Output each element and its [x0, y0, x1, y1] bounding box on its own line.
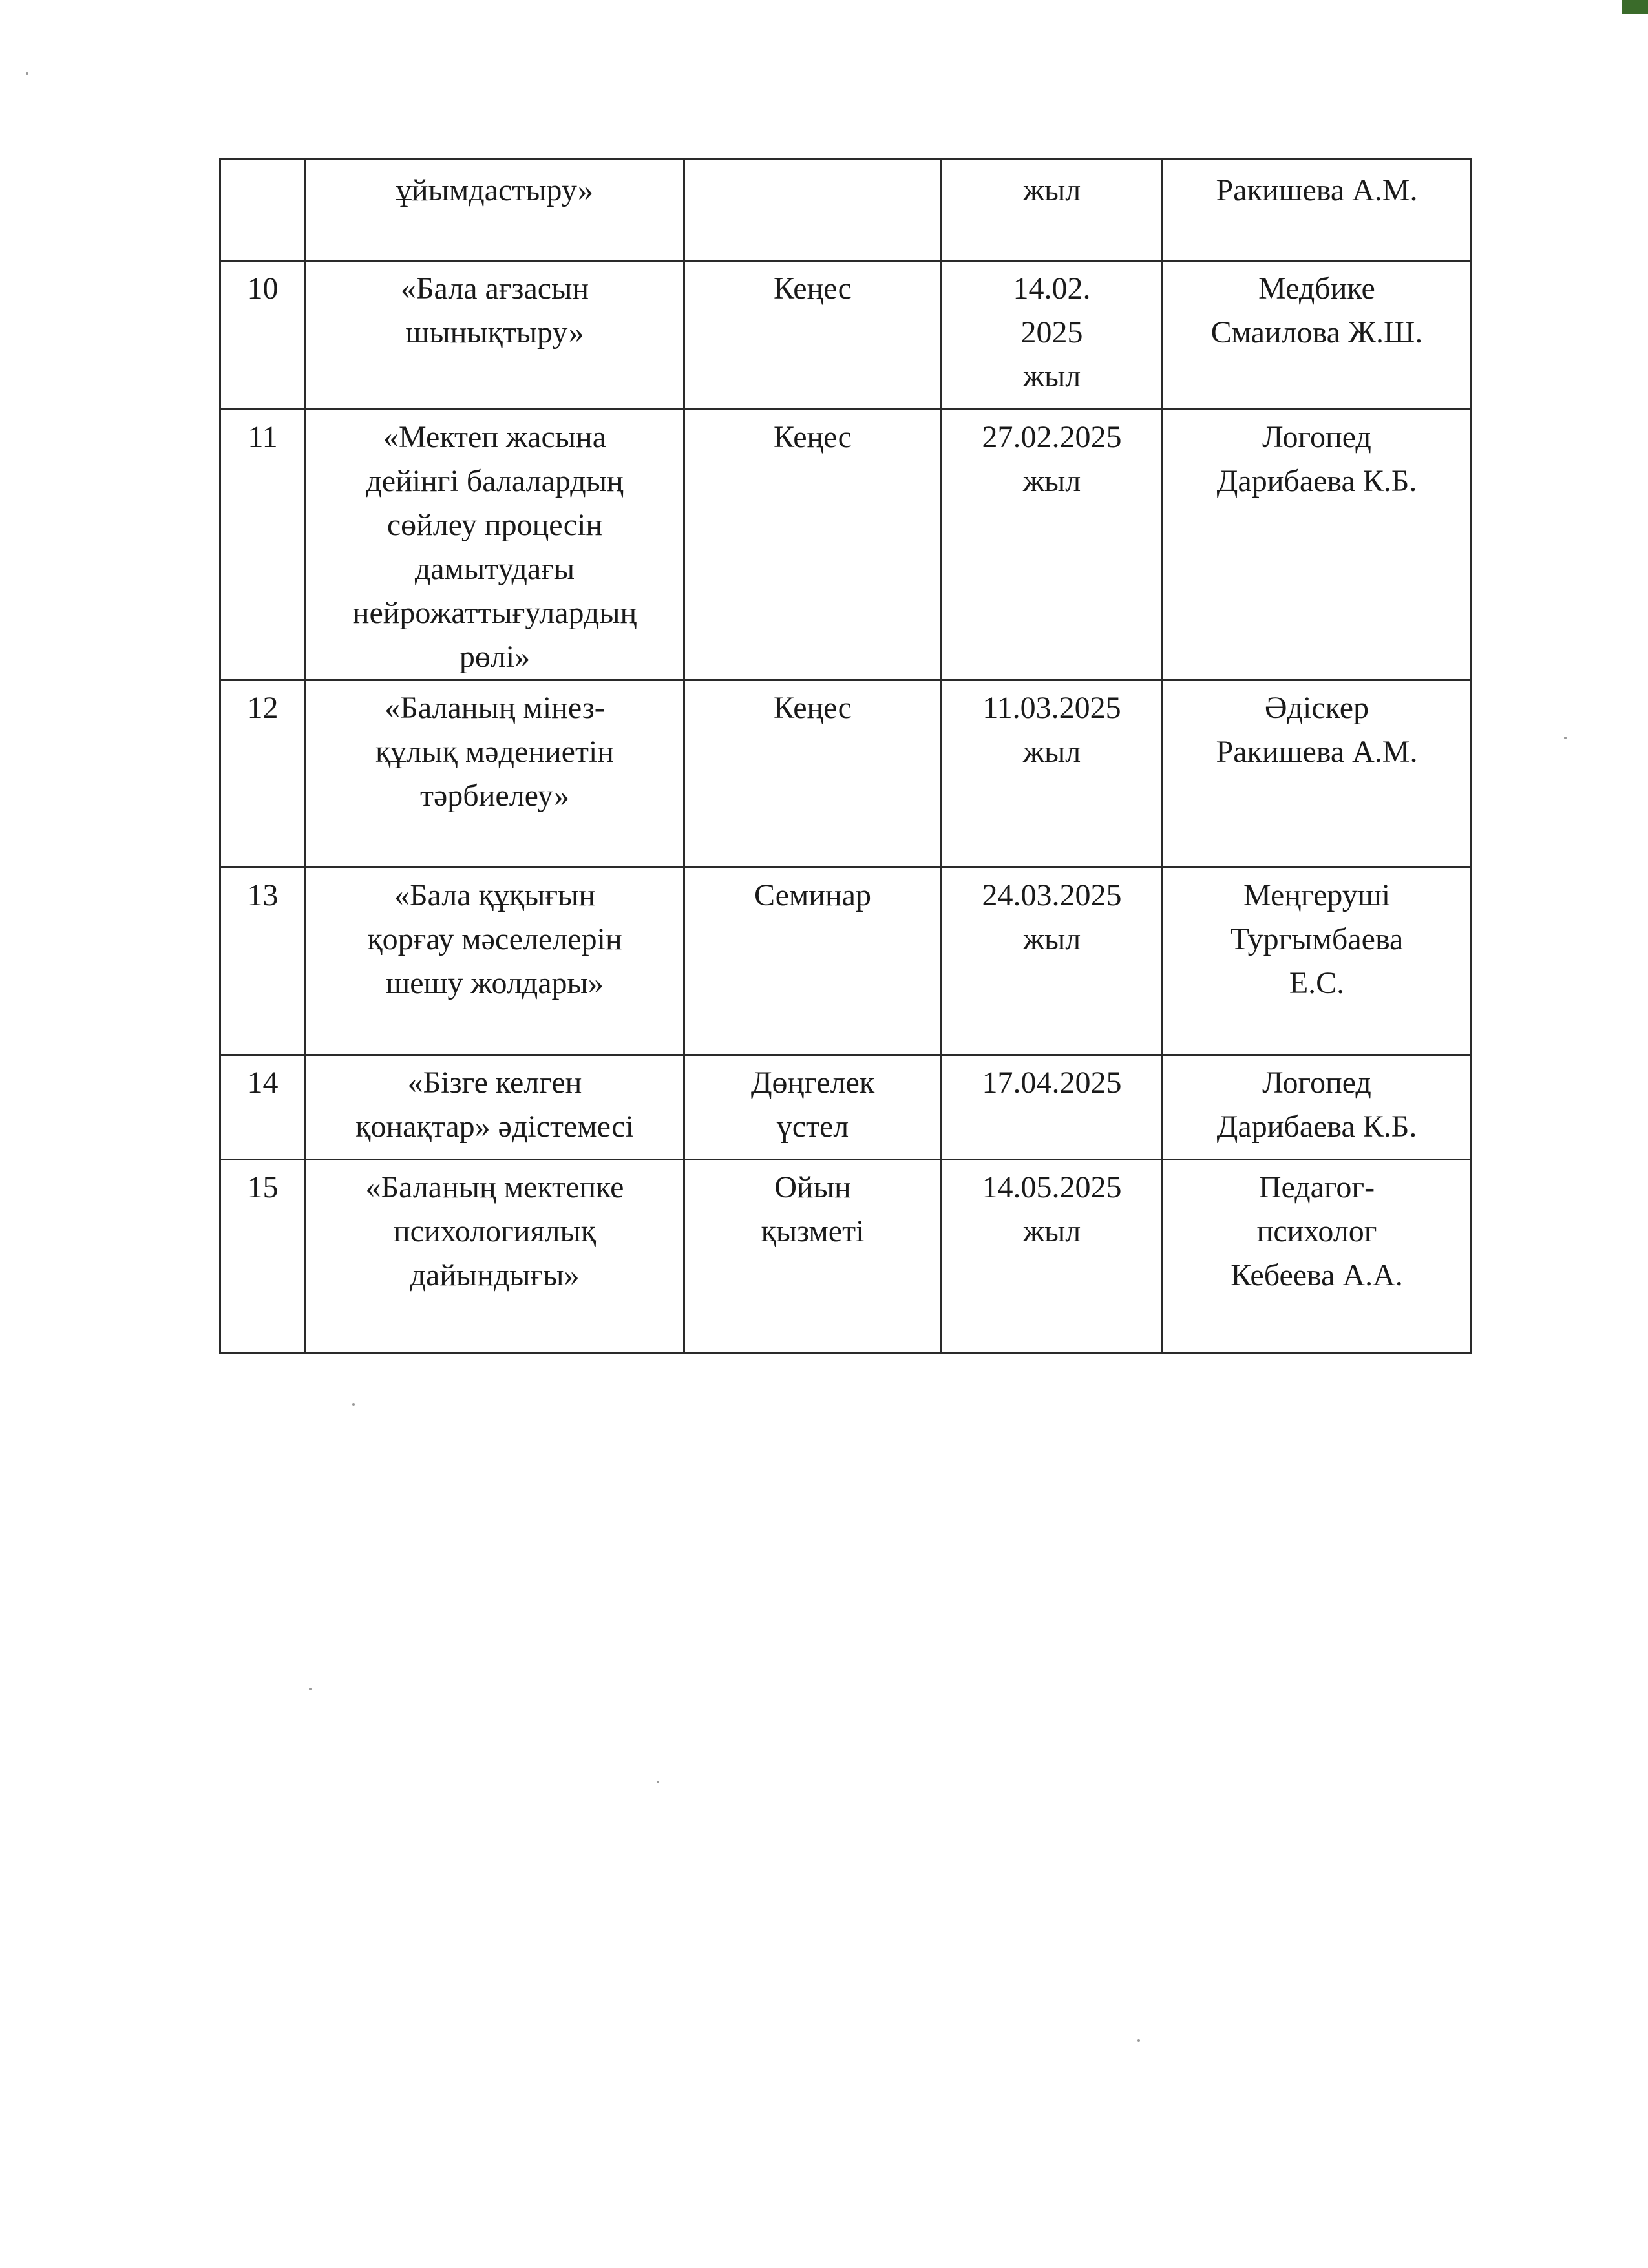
event-form-line: Дөңгелек: [750, 1066, 875, 1100]
event-form-line: Семинар: [754, 878, 871, 912]
date-line: 14.05.2025: [982, 1170, 1122, 1204]
event-form-cell: [684, 680, 942, 868]
responsible-line: Медбике: [1258, 271, 1375, 306]
date-line: жыл: [1022, 922, 1081, 956]
table-row: [220, 1160, 1472, 1354]
responsible-line: Логопед: [1262, 1066, 1371, 1100]
row-number-cell: 10: [220, 261, 306, 410]
topic-cell: [306, 410, 684, 680]
responsible-line: Кебеева А.А.: [1231, 1258, 1403, 1292]
event-form-cell: [684, 1055, 942, 1160]
topic-line: дайындығы»: [410, 1258, 580, 1292]
table-row: [220, 868, 1472, 1055]
topic-line: қонақтар» әдістемесі: [355, 1109, 634, 1144]
topic-line: құлық мәдениетін: [375, 735, 614, 769]
date-line: жыл: [1022, 464, 1081, 498]
event-form-line: Ойын: [774, 1170, 851, 1204]
date-cell: [942, 680, 1163, 868]
responsible-line: Ракишева А.М.: [1216, 735, 1418, 769]
event-form-cell: [684, 261, 942, 410]
responsible-line: Смаилова Ж.Ш.: [1210, 315, 1423, 350]
topic-line: «Баланың мінез-: [385, 691, 605, 725]
topic-cell: [306, 1055, 684, 1160]
date-line: жыл: [1022, 735, 1081, 769]
table-row: [220, 261, 1472, 410]
event-form-cell: [684, 1160, 942, 1354]
topic-line: «Бала ағзасын: [400, 271, 589, 306]
topic-line: «Мектеп жасына: [383, 420, 607, 454]
responsible-line: Ракишева А.М.: [1216, 173, 1418, 207]
date-line: жыл: [1022, 173, 1081, 207]
topic-cell: [306, 1160, 684, 1354]
topic-line: тәрбиелеу»: [420, 779, 569, 813]
scan-speck: [1564, 737, 1567, 739]
row-number-cell: 15: [220, 1160, 306, 1354]
scan-edge-mark: [1622, 0, 1648, 14]
scan-speck: [657, 1781, 659, 1783]
responsible-cell: [1163, 261, 1472, 410]
responsible-line: психолог: [1256, 1214, 1377, 1248]
date-line: 27.02.2025: [982, 420, 1122, 454]
responsible-line: Педагог-: [1258, 1170, 1375, 1204]
date-line: 11.03.2025: [982, 691, 1121, 725]
responsible-line: Тургымбаева: [1230, 922, 1404, 956]
scan-speck: [352, 1403, 355, 1406]
responsible-cell: [1163, 868, 1472, 1055]
event-form-cell: [684, 868, 942, 1055]
date-cell: [942, 159, 1163, 261]
event-form-line: Кеңес: [774, 271, 852, 306]
table-row: [220, 1055, 1472, 1160]
event-form-line: қызметі: [761, 1214, 865, 1248]
topic-line: «Баланың мектепке: [365, 1170, 624, 1204]
responsible-cell: [1163, 410, 1472, 680]
row-number-cell: 11: [220, 410, 306, 680]
topic-line: шынықтыру»: [405, 315, 584, 350]
event-form-line: Кеңес: [774, 691, 852, 725]
topic-cell: [306, 159, 684, 261]
event-form-cell: [684, 159, 942, 261]
topic-line: психологиялық: [393, 1214, 597, 1248]
event-form-line: Кеңес: [774, 420, 852, 454]
responsible-line: Әдіскер: [1264, 691, 1369, 725]
topic-line: «Бала құқығын: [394, 878, 596, 912]
topic-line: сөйлеу процесін: [386, 508, 603, 542]
topic-line: нейрожаттығулардың: [352, 596, 637, 630]
topic-line: шешу жолдары»: [386, 966, 604, 1000]
topic-cell: [306, 680, 684, 868]
table-row: [220, 410, 1472, 680]
topic-line: рөлі»: [459, 640, 531, 674]
date-line: 14.02.: [1013, 271, 1091, 306]
responsible-line: Меңгеруші: [1243, 878, 1391, 912]
responsible-line: Дарибаева К.Б.: [1216, 464, 1417, 498]
date-cell: [942, 1055, 1163, 1160]
responsible-cell: [1163, 159, 1472, 261]
date-line: 2025: [1020, 315, 1083, 350]
event-form-line: үстел: [776, 1109, 849, 1144]
topic-line: «Бізге келген: [407, 1066, 582, 1100]
responsible-cell: [1163, 1055, 1472, 1160]
table-row: [220, 680, 1472, 868]
scan-speck: [309, 1688, 312, 1690]
row-number-cell: 14: [220, 1055, 306, 1160]
topic-cell: [306, 261, 684, 410]
date-line: 17.04.2025: [982, 1066, 1122, 1100]
date-line: 24.03.2025: [982, 878, 1122, 912]
responsible-line: Логопед: [1262, 420, 1371, 454]
scan-speck: [1137, 2039, 1140, 2042]
topic-cell: [306, 868, 684, 1055]
responsible-cell: [1163, 1160, 1472, 1354]
row-number-cell: 12: [220, 680, 306, 868]
date-line: жыл: [1022, 1214, 1081, 1248]
topic-line: қорғау мәселелерін: [367, 922, 622, 956]
event-form-cell: [684, 410, 942, 680]
topic-line: дамытудағы: [414, 552, 575, 586]
date-cell: [942, 868, 1163, 1055]
responsible-cell: [1163, 680, 1472, 868]
topic-line: ұйымдастыру»: [396, 173, 594, 207]
events-plan-table: [219, 158, 1472, 1354]
date-line: жыл: [1022, 359, 1081, 394]
topic-line: дейінгі балалардың: [366, 464, 624, 498]
row-number-cell: 13: [220, 868, 306, 1055]
scan-speck: [26, 72, 28, 75]
date-cell: [942, 261, 1163, 410]
responsible-line: Дарибаева К.Б.: [1216, 1109, 1417, 1144]
responsible-line: Е.С.: [1289, 966, 1345, 1000]
date-cell: [942, 1160, 1163, 1354]
row-number-cell: [220, 159, 306, 261]
table-row: [220, 159, 1472, 261]
date-cell: [942, 410, 1163, 680]
